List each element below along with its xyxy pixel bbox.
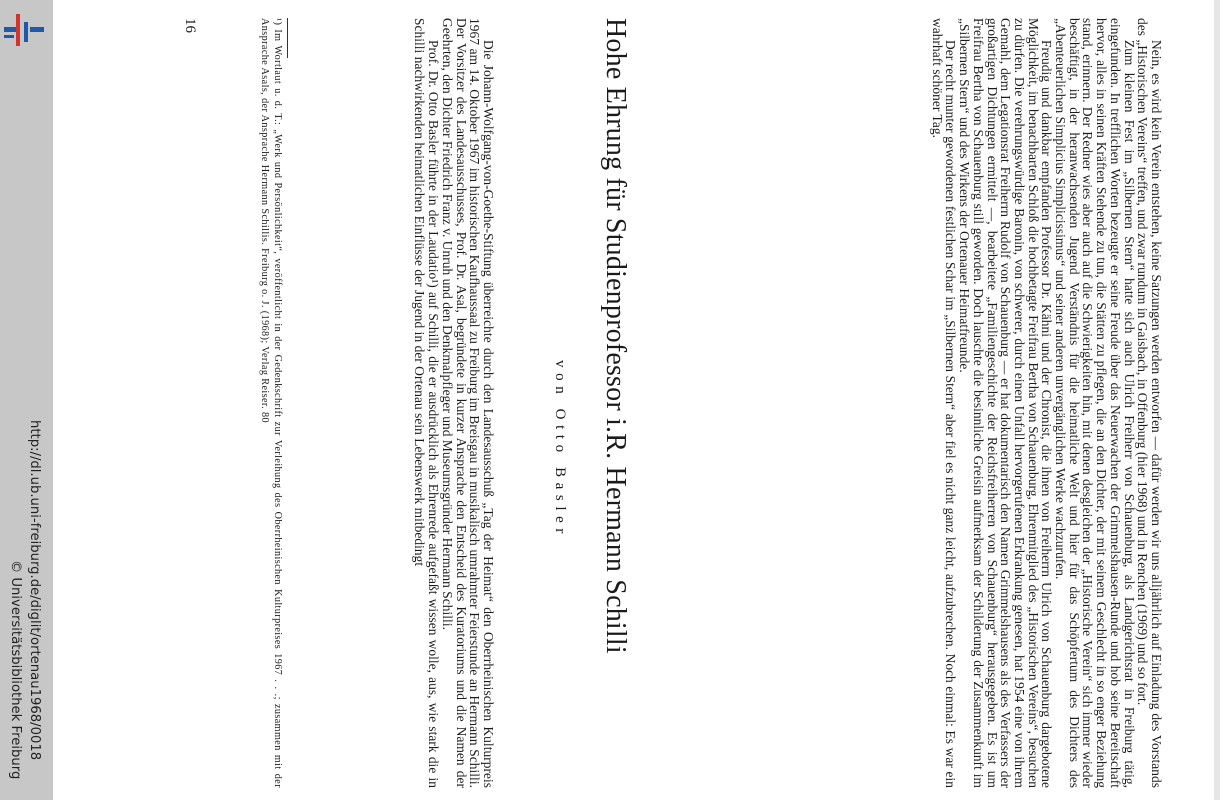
intro-paragraph: Freudig und dankbar empfanden Professor Dr. Kähni und der Chronist, die ihnen von Freiherrn Ulrich von Schauenburg dargebotene Möglichkeit, im benachbarten Schloß die hochbetagte Freifrau Bertha von Schauenburg, Ehrenmitglied des „Historischen Vereins“, besuchen zu dürfen. Die verehrungswürdige Baronin, von schwerer, durch einen Unfall hervorgerufenen Erkrankung genesen, hat 1954 eine von ihrem Gemahl, dem Legationsrat Freiherrn Rudolf von Schauenburg — er hat dokumentarisch den Namen Grimmelshausens als des Verfassers der großartigen Dichtungen ermittelt —, bearbeitete „Familiengeschichte der Reichsfreiherren von Schauenburg“ herausgegeben. Es ist um Freifrau Bertha von Schauenburg still geworden. Doch lauschte die besinnliche Greisin aufmerksam der Schilderung der Zusammenkunft im „Silbernen Stern“ und des Wirkens der Ortenauer Heimatfreunde. [957, 18, 1055, 788]
footnote-rule [287, 18, 288, 58]
page-number: 16 [182, 18, 198, 33]
body-paragraph: Prof. Dr. Otto Basler führte in der Laudatio¹) auf Schilli, die er ausdrücklich als Ehrenrede aufgefaßt wissen wolle, aus, wie stark die in Schilli nachwirkenden heimatlichen Einflüsse der Jugend in der Ortenau sein Lebenswerk mitbedingt [412, 18, 442, 788]
intro-paragraph: Der recht munter gewordenen festlichen Schar im „Silbernen Stern“ aber fiel es nicht ganz leicht, aufzubrechen. Noch einmal: Es war ein wahrhaft schöner Tag. [929, 18, 959, 788]
intro-text-block [930, 18, 1163, 788]
viewer-sidebar [0, 0, 53, 800]
article-author: von Otto Basler [552, 360, 568, 539]
document-url[interactable]: http://dl.ub.uni-freiburg.de/diglit/ortenau1968/0018 [27, 420, 42, 761]
page-edge [1214, 0, 1220, 800]
rotated-page-content [163, 18, 1163, 788]
footnote: ¹) Im Wortlaut u. d. T.: „Werk und Persönlichkeit“, veröffentlicht in der Gedenkschrift zur Verleihung des Oberrheinischen Kulturpreises 1967 . . .; zusammen mit der Ansprache Asals, der Ansprache Hermann Schillis. Freiburg o. J. (1968); Verlag Reiser. 80 [259, 18, 283, 788]
intro-paragraph: Nein, es wird kein Verein entstehen, keine Satzungen werden entworfen — dafür werden wir uns alljährlich auf Einladung des Vorstands des „Historischen Vereins“ treffen, und zwar rundum in Gaisbach, in Offenburg (hier 1968) und in Renchen (1969) und so fort. [1135, 18, 1164, 788]
article-body [413, 18, 495, 788]
body-paragraph: Die Johann-Wolfgang-von-Goethe-Stiftung überreichte durch den Landesausschuß „Tag der Heimat“ den Oberrheinischen Kulturpreis 1967 am 14. Oktober 1967 im historischen Kaufhaussaal zu Freiburg im Breisgau in musikalisch umrahmter Feierstunde an Hermann Schilli. Der Vorsitzer des Landesausschusses, Prof. Dr. Asal, begründete in kurzer Ansprache den Entscheid des Kuratoriums und die Namen der Geehrten, den Dichter Friedrich Franz v. Unruh und den Denkmalpfleger und Museumsgründer Hermann Schilli. [439, 18, 496, 788]
article-title: Hohe Ehrung für Studienprofessor i.R. Hermann Schilli [600, 18, 631, 654]
intro-paragraph: Zum kleinen Fest im „Silbernen Stern“ hatte sich auch Ulrich Freiherr von Schauenburg, als Landgerichtsrat in Freiburg tätig, eingefunden. In trefflichen Worten bezeugte er seine Freude über das Neuerwachen der Grimmelshausen-Runde und hob seine Bereitschaft hervor, alles in seinen Kräften Stehende zu tun, die Stätten zu pflegen, die an den Dichter, der mit seinem Geschlecht in so enger Beziehung stand, erinnern. Der Redner wies aber auch auf die Schwierigkeiten hin, mit denen desgleichen der „Historische Verein“ sich immer wieder beschäftigt, in der heranwachsenden Jugend Verständnis für die heimatliche Welt und hier für das Schöpfertum des Dichters des „Abenteuerlichen Simplicius Simplicissimus“ und seiner anderen unvergänglichen Werke wachzurufen. [1053, 18, 1137, 788]
university-library-logo-icon [2, 10, 48, 50]
copyright-notice: © Universitätsbibliothek Freiburg [8, 560, 23, 780]
document-page [53, 0, 1220, 800]
